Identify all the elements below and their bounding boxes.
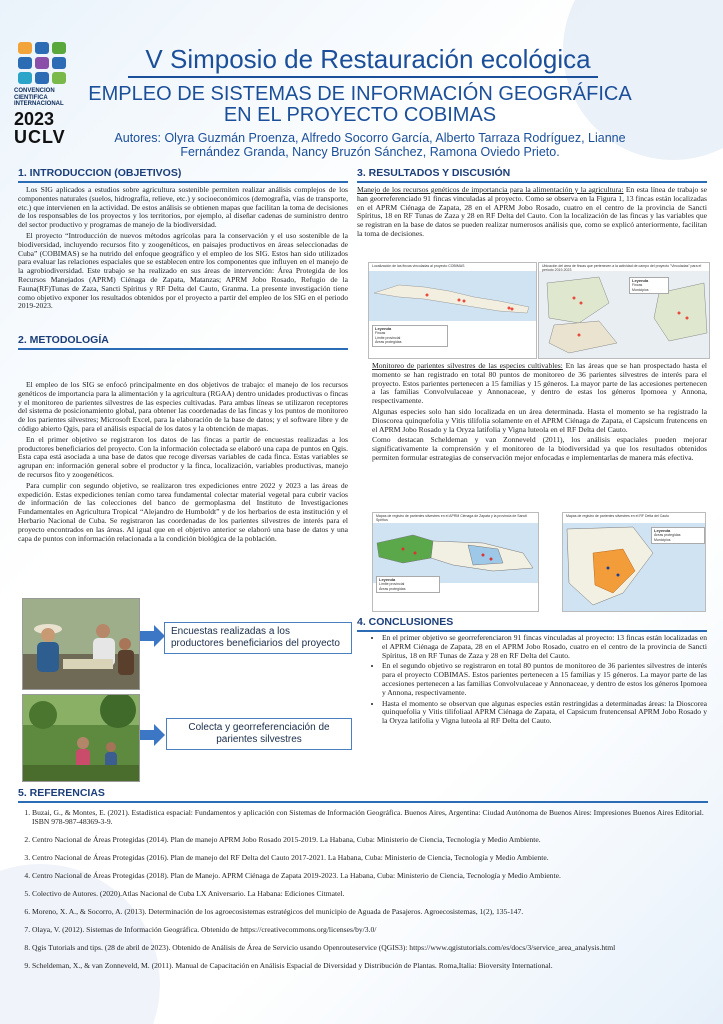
logo-square (18, 57, 32, 69)
list-item: • En el primer objetivo se georreferenciaron 91 fincas vinculadas al proyecto: 13 fincas están localizadas en el APRM Ciénaga de Zapata, 28 en el APRM Jobo Rosado, cuatro en el centro de la provincia de Sancti Spíritus, 18 en RF Tunas de Zaza y 28 en RF Delta del Cauto. (382, 634, 707, 660)
logo-text (14, 88, 66, 108)
farm-map-areas (538, 262, 710, 359)
poster-title (80, 84, 640, 126)
reference-item: 8. Qgis Tutorials and tips. (28 de abril de 2023). Obtenido de Análisis de Área de Servicio usando Openrouteservice (QGIS3): https://www.qgistutorials.com/es/docs/3/service_area_analysis.html (32, 944, 706, 953)
field-icon (23, 695, 139, 781)
legend-item: Áreas protegidas (375, 340, 402, 345)
legend-item: Fincas (632, 283, 643, 288)
paragraph-body: En las áreas que se han prospectado hasta el momento se han registrado en total 80 puntos de monitoreo de 36 parientes silvestres de interés para el proyecto. Estos parientes pertenecen a 15 familias y 15 géneros. La mayor parte de las accesiones pertenecen a las familias Convolvulaceae y Annonaceae, y dentro de estas los géneros Ipomoea y Annona, respectivamente. (372, 361, 707, 406)
logo-org: UCLV (14, 126, 66, 147)
legend-title: Leyenda (654, 528, 671, 533)
logo-line: CIENTIFICA (14, 94, 48, 101)
collection-photo (22, 694, 140, 782)
conclusions-list (372, 634, 707, 728)
logo-line: INTERNACIONAL (14, 101, 64, 107)
poster-title-line: EMPLEO DE SISTEMAS DE INFORMACIÓN GEOGRÁFICA (88, 83, 632, 105)
map-caption: Mapas de registro de parientes silvestres en el RF Delta del Cauto (566, 514, 670, 518)
map-legend (376, 576, 440, 593)
map-caption: Mapas de registro de parientes silvestres en el APRM Ciénaga de Zapata y la provincia de Sancti Spíritus (376, 514, 527, 522)
section-divider (18, 181, 348, 183)
paragraph: Los SIG aplicados a estudios sobre agricultura sostenible permiten realizar análisis complejos de los componentes naturales (suelos, hidrografía, relieve, etc.) y socioeconómicos (demografía, vías de transporte, etc.) que intervienen en la actividad. De estos análisis se obtienen mapas que facilitan la toma de decisiones de los responsables de los proyectos y los territorios, por ejemplo, al diseñar cadenas de suministro dentro del sector productivo y programas de manejo de la biodiversidad. (18, 185, 348, 230)
poster-title-line: EN EL PROYECTO COBIMAS (223, 104, 497, 126)
logo-square (18, 42, 32, 54)
map-legend (651, 527, 705, 544)
authors (110, 132, 630, 159)
map-caption: Ubicación del área de fincas que pertenecen a la actividad de campo del proyecto "Vinculadas" para el periodo 2019-2023 (542, 264, 702, 272)
method-text (18, 381, 348, 545)
relatives-map-cauto (562, 512, 706, 612)
subheading: Manejo de los recursos genéticos de importancia para la alimentación y la agricultura: (357, 185, 624, 194)
intro-text (18, 186, 348, 313)
results-text-1 (357, 186, 707, 241)
reference-item: 1. Buzai, G., & Montes, E. (2021). Estadística espacial: Fundamentos y aplicación con Sistemas de Información Geográfica. Buenos Aires, Argentina: Ciudad Autónoma de Buenos Aires: Impresiones Buenos Aires Editorial. ISBN 978-987-48369-3-9. (32, 809, 706, 827)
legend-item: Límite provincial (379, 582, 405, 587)
arrow-right-icon (140, 625, 166, 647)
list-item: • Hasta el momento se observan que algunas especies están restringidas a determinadas áreas: la Dioscorea quinquefolia y Vitis tilifoliaal APRM Ciénaga de Zapata, el Capsicum frutencensal APRM Jobo Rosado y la Oryza latifolia y Vigna luteola al RF Delta del Cauto. (382, 700, 707, 726)
survey-callout: Encuestas realizadas a los productores beneficiarios del proyecto (164, 622, 352, 654)
section-heading-method: 2. METODOLOGÍA (18, 334, 109, 346)
survey-photo (22, 598, 140, 690)
logo-square (52, 72, 66, 84)
results-text-2 (372, 362, 707, 465)
map-caption: Localización de las fincas vinculadas al proyecto COBIMAS (372, 264, 465, 268)
paragraph: En el primer objetivo se registraron los datos de las fincas a partir de encuestas realizadas a los productores beneficiarios del proyecto. Con la información colectada se elaboró una capa de puntos en Qgis. Esta capa está asociada a una base de datos que recoge diversas variables de cada finca. Estas variables se agrupan en: información general sobre el productor y la finca, localización, variables productivas, manejo de recursos fito y zoogenéticos. (18, 434, 348, 479)
legend-title: Leyenda (375, 326, 392, 331)
logo-square (35, 57, 49, 69)
legend-item: Fincas (375, 331, 386, 336)
logo-squares-icon (18, 42, 66, 84)
paragraph: Para cumplir con segundo objetivo, se realizaron tres expediciones entre 2022 y 2023 a las áreas de expedición. Estas expediciones tenían como tarea fundamental colectar material vegetal para cubrir vacíos de información de las colecciones del banco de germoplasma del Instituto de Investigaciones Fundamentales en Agricultura Tropical “Alejandro de Humboldt” y de los herbarios de esta institución y el Herbario Nacional de Cuba. Se registraron las coordenadas de los parientes silvestres de interés para el proyecto encontrados en las áreas. Al igual que en el objetivo anterior se elaboró una base de datos y una capa de puntos con información relacionada a la condición biológica de la población. (18, 480, 348, 543)
arrow-right-icon (140, 724, 166, 746)
authors-line: Fernández Granda, Nancy Bruzón Sánchez, Ramona Oviedo Prieto. (180, 144, 560, 159)
people-icon (23, 599, 139, 689)
legend-title: Leyenda (379, 577, 396, 582)
paragraph: El empleo de los SIG se enfocó principalmente en dos objetivos de trabajo: el manejo de los recursos genéticos de importancia para la alimentación y la agricultura (RGAA) dentro unidades productivas o fincas y el monitoreo de parientes silvestres de las especies cultivadas. Para ambas líneas se utilizaron receptores del sistema de posicionamiento global, para obtener las coordenadas de las fincas y los puntos de monitoreo de los parientes silvestres; Microsoft Excel, para la elaboración de la base de datos; y el software libre y de código abierto Qgis, para el análisis espacial de los datos y la obtención de mapas. (18, 380, 348, 433)
reference-item: 7. Olaya, V. (2012). Sistemas de Información Geográfica. Obtenido de https://creativecommons.org/licenses/by/3.0/ (32, 926, 706, 935)
authors-line: Autores: Olyra Guzmán Proenza, Alfredo Socorro García, Alberto Tarraza Rodríguez, Lianne (114, 131, 626, 145)
section-divider (357, 630, 707, 632)
paragraph (357, 186, 707, 239)
paragraph: Algunas especies solo han sido localizada en un área determinada. Hasta el momento se ha registrado la Dioscorea quinquefolia y Vitis tilifolia solamente en el APRM Ciénaga de Zapata, el Capsicum frutencens en el APRM Jobo Rosado y la Oryza latifolia y Vigna luteola en el RF Delta del Cauto. (372, 406, 707, 434)
relatives-map-icon (373, 513, 538, 611)
section-divider (18, 348, 348, 350)
reference-item: 9. Scheldeman, X., & van Zonneveld, M. (2011). Manual de Capacitación en Análisis Espacial de Diversidad y Distribución de Plantas. Roma,Italia: Bioversity International. (32, 962, 706, 971)
subheading: Monitoreo de parientes silvestres de las especies cultivables: (372, 361, 563, 370)
convention-logo (14, 42, 66, 146)
title-divider (128, 76, 598, 78)
logo-square (18, 72, 32, 84)
list-item: • En el segundo objetivo se registraron en total 80 puntos de monitoreo de 36 parientes silvestres de interés para el proyecto COBIMAS. Estos parientes pertenecen a 15 familias y 15 géneros. La mayor parte de las accesiones pertenecen a las familias Convolvulaceae y Annonaceae, y dentro de estos los géneros Ipomoea y Annona, respectivamente. (382, 662, 707, 697)
map-legend (372, 325, 448, 347)
references-list (18, 809, 706, 980)
collection-callout: Colecta y georreferenciación de parientes silvestres (166, 718, 352, 750)
section-heading-intro: 1. INTRODUCCION (OBJETIVOS) (18, 167, 182, 179)
logo-line: CONVENCION (14, 88, 55, 94)
paragraph: Como destacan Scheldeman y van Zonneveld (2011), los análisis espaciales pueden mejorar significativamente la comprensión y el monitoreo de la biodiversidad ya que los resultados obtenidos permiten formular estrategias de conservación mejor enfocadas e implementarlas de manera más efectiva. (372, 435, 707, 462)
legend-item: Áreas protegidas (379, 586, 406, 591)
logo-square (52, 57, 66, 69)
section-heading-conclusions: 4. CONCLUSIONES (357, 616, 454, 628)
farm-map-cuba (368, 262, 537, 359)
logo-year: 2023 (14, 108, 55, 129)
paragraph-body: En esta línea de trabajo se han georreferenciado 91 fincas vinculadas al proyecto. Como se observa en la Figura 1, 13 fincas están localizadas en el APRM Ciénaga de Zapata, 28 en el APRM Jobo Rosado, cuatro en el centro de la provincia de Sancti Spíritus, 18 en RF Tunas de Zaza y 28 en RF Delta del Cauto. Con la localización de las fincas y las variables que se registran en la base de datos se pueden realizar numerosos análisis que, como se explicó anteriormente, facilitan la toma de decisiones. (357, 185, 708, 238)
map-legend (629, 277, 669, 294)
reference-item: 3. Centro Nacional de Áreas Protegidas (2016). Plan de manejo del RF Delta del Cauto 2017-2021. La Habana, Cuba: Ministerio de Ciencia, Tecnología y Medio Ambiente. (32, 854, 706, 863)
section-divider (18, 801, 708, 803)
legend-item: Límite provincial (375, 335, 401, 340)
legend-item: Municipios (654, 537, 671, 542)
logo-square (52, 42, 66, 54)
section-heading-references: 5. REFERENCIAS (18, 787, 105, 799)
logo-square (35, 72, 49, 84)
areas-map-icon (539, 263, 709, 358)
reference-item: 5. Colectivo de Autores. (2020).Atlas Nacional de Cuba LX Aniversario. La Habana: Ediciones Citmatel. (32, 890, 706, 899)
reference-item: 4. Centro Nacional de Áreas Protegidas (2018). Plan de Manejo. APRM Ciénaga de Zapata 2019-2023. La Habana, Cuba: Ministerio de Ciencia, Tecnología y Medio Ambiente. (32, 872, 706, 881)
section-heading-results: 3. RESULTADOS Y DISCUSIÓN (357, 167, 511, 179)
logo-square (35, 42, 49, 54)
reference-item: 2. Centro Nacional de Áreas Protegidas (2014). Plan de manejo APRM Jobo Rosado 2015-2019. La Habana, Cuba: Ministerio de Ciencia, Tecnología y Medio Ambiente. (32, 836, 706, 845)
paragraph (372, 362, 707, 406)
legend-item: Áreas protegidas (654, 533, 681, 538)
reference-item: 6. Moreno, X. A., & Socorro, A. (2013). Determinación de los agroecosistemas estratégicos del municipio de Aguada de Pasajeros. Agroecosistemas, 1(2), 135-147. (32, 908, 706, 917)
section-divider (357, 181, 707, 183)
event-title: V Simposio de Restauración ecológica (145, 44, 591, 74)
paragraph: El proyecto “Introducción de nuevos métodos agrícolas para la conservación y el uso sostenible de la biodiversidad, incluyendo recursos fito y zoogenéticos, en paisajes productivos en áreas seleccionadas de Cuba” (COBIMAS) se ha nutrido del enfoque geográfico y el empleo de los SIG. Estos han sido utilizados para evaluar las relaciones espaciales que se establecen entre los componentes que influyen en el manejo de la agrobiodiversidad. Este trabajo se ha realizado en sus áreas de intervención: Área Protegida de los Recursos Manejados (APRM) Ciénaga de Zapata, Matanzas; APRM Jobo Rosado, Refugio de la Fauna(RF)Tunas de Zaza, Sancti Spíritus y RF Delta del Cauto, Granma. La presente investigación tiene como objetivo exponer los resultados obtenidos por el proyecto a partir del empleo de los SIG en el periodo 2019-2023. (18, 230, 348, 311)
relatives-map-zapata (372, 512, 539, 612)
legend-item: Municipios (632, 287, 649, 292)
legend-title: Leyenda (632, 278, 649, 283)
